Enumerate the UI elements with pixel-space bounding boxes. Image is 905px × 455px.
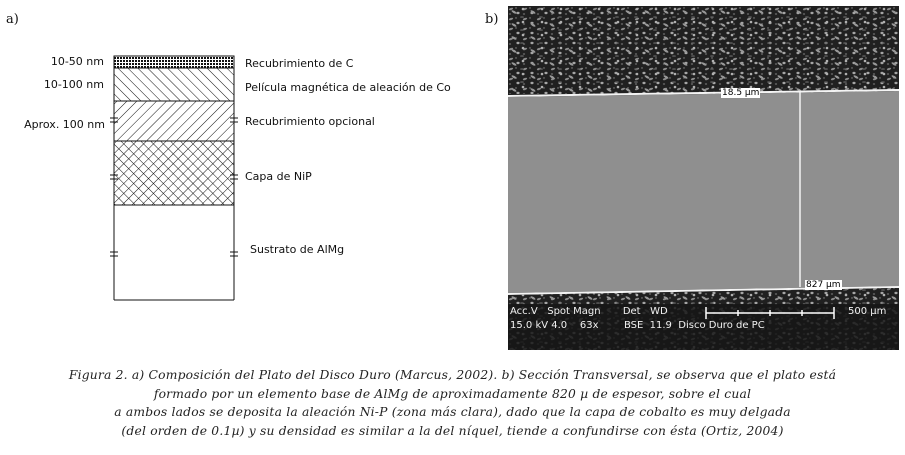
layer-optional (114, 101, 234, 141)
caption-line-4: (del orden de 0.1µ) y su densidad es similar a la del níquel, tiende a confundirse con ésta (Ortiz, 2004) (121, 423, 784, 438)
layer-label-substrate: Sustrato de AlMg (250, 243, 345, 256)
thickness-label-optional: Aprox. 100 nm (24, 118, 105, 131)
thickness-label-carbon: 10-50 nm (50, 55, 104, 68)
sem-measure-bottom-label: 827 µm (806, 280, 841, 290)
layer-co-film (114, 68, 234, 101)
sem-info-headers: Acc.V Spot Magn Det WD (510, 306, 668, 317)
layer-substrate (114, 205, 234, 300)
caption-line-2: formado por un elemento base de AlMg de aproximadamente 820 µ de espesor, sobre el cual (153, 386, 752, 401)
panel-a-label: a) (6, 12, 19, 27)
caption-line-3: a ambos lados se deposita la aleación Ni-P (zona más clara), dado que la capa de cobalto es muy delgada (114, 405, 791, 419)
figure-caption (0, 366, 905, 440)
sem-info-values: 15.0 kV 4.0 63x BSE 11.9 Disco Duro de PC (510, 320, 765, 331)
layer-label-nip: Capa de NiP (245, 170, 312, 183)
layer-label-optional: Recubrimiento opcional (245, 115, 375, 128)
sem-micrograph (508, 6, 899, 350)
caption-line-1: Figura 2. a) Composición del Plato del Disco Duro (Marcus, 2002). b) Sección Transversal, se observa que el plato está (68, 368, 837, 382)
layer-nip (114, 141, 234, 205)
sem-scale-label: 500 µm (848, 306, 887, 317)
layer-carbon (114, 56, 234, 68)
panel-b-label: b) (485, 12, 499, 27)
layer-label-co: Película magnética de aleación de Co (245, 81, 451, 94)
sem-measure-top-label: 18.5 µm (722, 88, 760, 98)
thickness-label-co: 10-100 nm (43, 78, 104, 91)
layer-label-carbon: Recubrimiento de C (245, 57, 354, 70)
sem-substrate (508, 91, 899, 293)
